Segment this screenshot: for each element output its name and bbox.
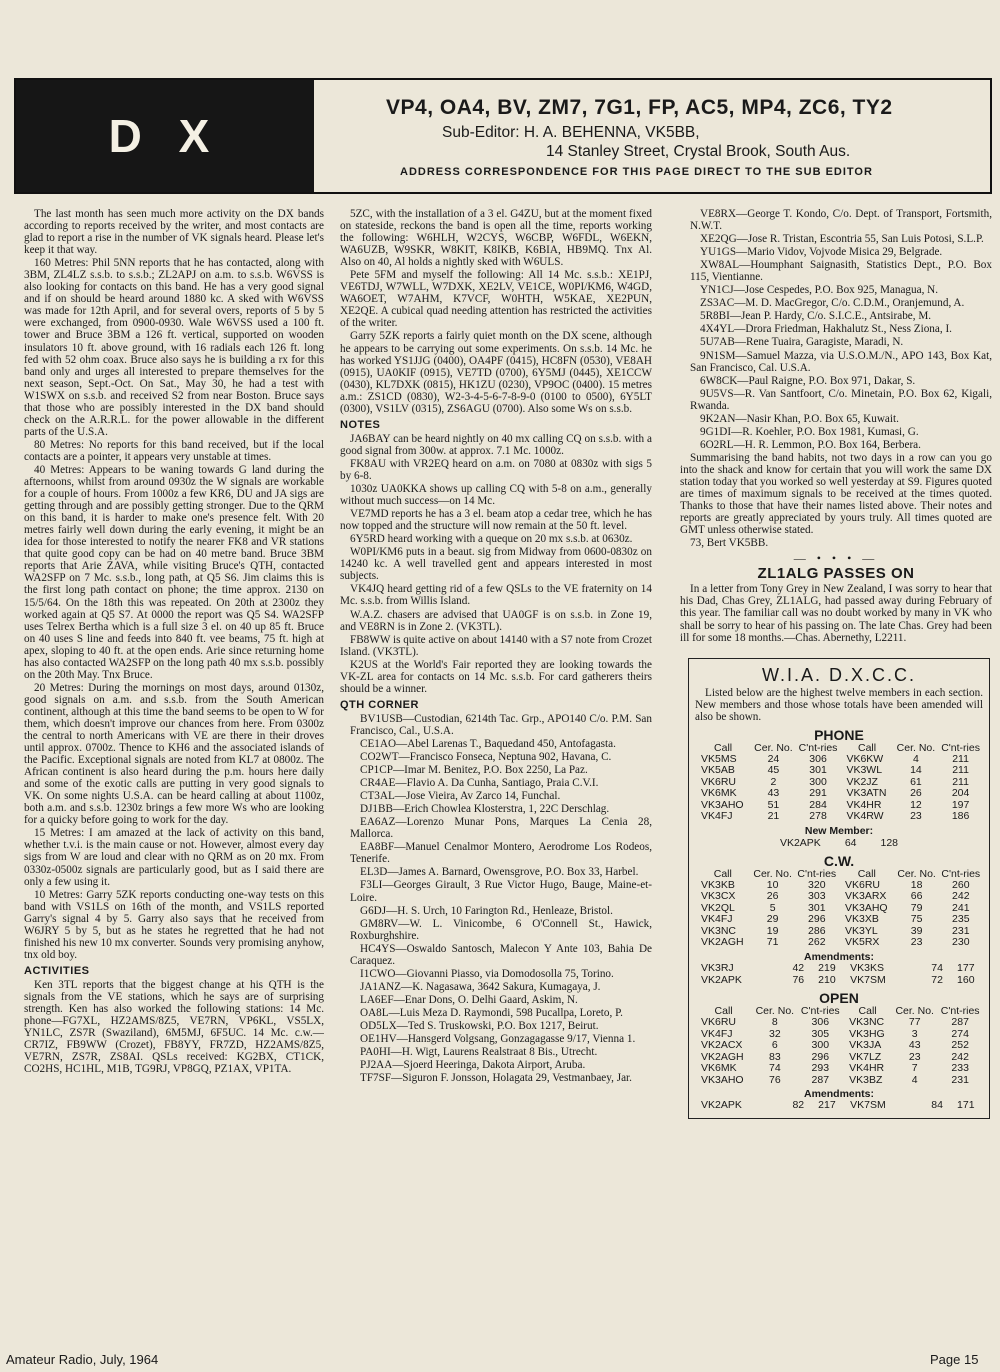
count: 303 (808, 890, 826, 903)
count: 51 (767, 798, 780, 811)
sub-editor-address: 14 Stanley Street, Crystal Brook, South Aus. (546, 143, 851, 160)
callsign: VK3YL (844, 924, 878, 937)
qth-entry: BV1USB—Custodian, 6214th Tac. Grp., APO140 C/o. P.M. San Francisco, Cal., U.S.A. (350, 712, 652, 737)
count: 291 (809, 787, 827, 800)
report-paragraph: 15 Metres: I am amazed at the lack of activity on this band, whether t.v.i. is the main cause or not. However, almost every day sigs from W are loud and clear with no QRM as on 20 mx. From 0330z-0500z signals are particularly good, but as I said there are only a few using it. (24, 827, 324, 888)
count: 219 (818, 962, 836, 975)
count: 42 (792, 962, 805, 975)
table-header-row (695, 1006, 983, 1017)
section-heading: C.W. (823, 852, 855, 869)
note-paragraph: W0PI/KM6 puts in a beaut. sig from Midway from 0600-0830z on 14240 kc. A well travelled gent and appears interested in most subjects. (340, 546, 652, 583)
count: 177 (957, 962, 975, 975)
count: 231 (951, 1073, 969, 1086)
qth-entry: F3LI—Georges Girault, 3 Rue Victor Hugo, Bauge, Maine-et-Loire. (350, 879, 652, 904)
qth-entry: GM8RV—W. L. Vinicombe, 6 O'Connell St., Hawick, Roxburghshire. (350, 917, 652, 942)
qth-entry: 4X4YL—Drora Friedman, Hakhalutz St., Ness Ziona, I. (700, 323, 952, 336)
summary-text: Summarising the band habits, not two days in a row can you go into the shack and know for certain that you will work the same DX station today that you worked so well yesterday at S9. Figures quoted are times of maximum signals to be received at the times quoted. Thanks to those that have their names listed above. Their notes and reports are greatly appreciated by yours truly. All times quoted are GMT unless otherwise stated. (680, 451, 992, 537)
callsign: VK4FJ (701, 913, 733, 926)
zl1alg-heading: ZL1ALG PASSES ON (757, 565, 915, 583)
note-paragraph: K2US at the World's Fair reported they are looking towards the VK-ZL area for contacts on 14 Mc. s.s.b. For card gatherers theirs should be a winner. (340, 658, 652, 695)
section-divider: — • • • — (793, 551, 879, 566)
count: 10 (766, 878, 779, 891)
count: 230 (952, 936, 970, 949)
amendments-label: Amendments: (803, 950, 874, 963)
report-paragraph: 160 Metres: Phil 5NN reports that he has contacted, along with 3BM, ZL4LZ s.s.b. to s.s.b.; ZL2APJ on a.m. to s.s.b. W6VSS is also looking for contacts on this band. He has a very good signal and if on should be heard around 1880 kc. A sked with W6VSS was made for 12th April, and for several overs, reports of 5 by 5 were exchanged, from 0900-0930. Wale W6VSS used a 100 ft. tower and Bruce 3BM a 126 ft. vertical, supported on wooden insulators 10 ft. above ground, with 16 radials each 126 ft. long fed with 52 ohm coax. Bruce also says he is building a rx for this band only and urges all interested to prepare themselves for the next season, Sept.-Oct. On Sat., May 30, he had a test with W1SWX on s.s.b. and received S2 from near Boston. Bruce says that those who are possibly interested in the DX band should check on the A.R.R.L. for the power allowable in the different parts of the U.S.A. (24, 257, 324, 438)
note-paragraph: VK4JQ heard getting rid of a few QSLs to the VE fraternity on 14 Mc. s.s.b. from Willis Island. (340, 583, 652, 608)
count: 84 (931, 1099, 943, 1112)
qth-entry: 5U7AB—Rene Tuaira, Garagiste, Maradi, N. (700, 336, 904, 349)
count: 3 (911, 1027, 918, 1040)
count: 242 (951, 1050, 969, 1063)
correspondence-notice: ADDRESS CORRESPONDENCE FOR THIS PAGE DIRECT TO THE SUB EDITOR (400, 166, 873, 178)
count: 293 (811, 1062, 830, 1075)
count: 301 (809, 764, 827, 777)
amendments-label: Amendments: (803, 1088, 874, 1101)
count: 231 (952, 924, 970, 937)
callsign: VK3JA (849, 1039, 882, 1052)
qth-entry: 9U5VS—R. Van Santfoort, C/o. Minetain, P.O. Box 62, Kigali, Rwanda. (690, 387, 992, 412)
qth-entry: CE1AO—Abel Larenas T., Baquedand 450, Antofagasta. (360, 737, 616, 750)
column-header: C'nt-ries (940, 1005, 980, 1018)
count: 19 (766, 924, 779, 937)
note-paragraph: W.A.Z. chasers are advised that UA0GF is on s.s.b. in Zone 19, and VE8RN is in Zone 2. (VK3TL). (340, 608, 652, 633)
count: 18 (910, 878, 923, 891)
count: 242 (952, 890, 970, 903)
count: 235 (952, 913, 970, 926)
qth-entry: JA1ANZ—K. Nagasawa, 3642 Sakura, Kumagaya, J. (360, 980, 601, 993)
qth-entry: CP1CP—Imar M. Benitez, P.O. Box 2250, La Paz. (360, 764, 588, 777)
callsign: VK3AHO (701, 798, 744, 811)
count: 233 (951, 1062, 969, 1075)
amendments-table (695, 963, 983, 986)
count: 4 (913, 752, 919, 765)
report-paragraph: 20 Metres: During the mornings on most days, around 0130z, good signals on a.m. and s.s.b. from the South American continent, although at this time the band seems to be open to W for them, which doesn't improve our chances from here. From 0300z the central to north Americans with VE are there in their droves until approx. 0700z. Thence to KH6 and the associated islands of the Pacific. Exceptional signals are noted from KL7 at 0800z. The African continent is also heard during the p.m. hours here daily and some of the exotic calls are putting in very good signals to VK. On some nights U.S.A. can be heard calling at about 1100z, both a.m. and s.s.b. 1230z brings a few more Ws who are looking for a quicky before going to work for the day. (24, 681, 324, 827)
column-header: Cer. No. (754, 741, 793, 754)
scores-table (695, 743, 983, 823)
table-row (695, 777, 983, 789)
count: 286 (808, 924, 826, 937)
column-header: C'nt-ries (941, 741, 980, 754)
qth-entry: ZS3AC—M. D. MacGregor, C/o. C.D.M., Oranjemund, A. (700, 297, 965, 310)
notes-heading: NOTES (340, 418, 381, 431)
column-header: Cer. No. (755, 1005, 795, 1018)
column-header: Call (714, 741, 733, 754)
count: 24 (767, 752, 780, 765)
count: 2 (770, 775, 777, 788)
callsign: VK4HR (846, 798, 882, 811)
count: 241 (952, 901, 970, 914)
count: 74 (931, 962, 943, 975)
count: 61 (910, 775, 922, 788)
table-row (695, 1100, 983, 1112)
qth-entry: VE8RX—George T. Kondo, C/o. Dept. of Transport, Fortsmith, N.W.T. (690, 208, 992, 233)
column-1 (24, 208, 324, 1342)
qth-entry: CO2WT—Francisco Fonseca, Neptuna 902, Havana, C. (360, 751, 612, 764)
count: 186 (951, 810, 970, 823)
qth-entry: XW8AL—Houmphant Saignasith, Statistics Dept., P.O. Box 115, Vientianne. (690, 259, 992, 284)
callsign: VK2APK (701, 1099, 742, 1112)
column-header: Call (857, 867, 876, 880)
count: 8 (771, 1016, 778, 1029)
column-header: Call (858, 741, 877, 754)
qth-entry: 6O2RL—H. R. Lemmon, P.O. Box 164, Berbera. (700, 438, 921, 451)
count: 77 (908, 1016, 921, 1029)
entry-value: VK2APK (779, 836, 821, 849)
count: 211 (952, 752, 969, 765)
zl1alg-text: In a letter from Tony Grey in New Zealand, I was sorry to hear that his Dad, Chas Grey, ZL1ALG, had passed away during February of this year. The familiar call was no doubt worked by many in VK who shall be sorry to hear of his passing on. The late Chas. Grey had been ill for some 18 months.—Chas. Abernethy, L2211. (680, 583, 992, 644)
callsign: VK3XB (844, 913, 879, 926)
callsign: VK3KB (701, 878, 735, 891)
table-row (695, 880, 983, 892)
count: 39 (910, 924, 923, 937)
count: 160 (957, 973, 975, 986)
count: 305 (811, 1027, 830, 1040)
count: 29 (766, 913, 779, 926)
qth-entry: G6DJ—H. S. Urch, 10 Farington Rd., Henleaze, Bristol. (360, 904, 613, 917)
callsign: VK7SM (850, 1099, 886, 1112)
report-paragraph: Pete 5FM and myself the following: All 14 Mc. s.s.b.: XE1PJ, VE6TDJ, W7WLL, W7DXK, XE2LV, VE1CE, W0PI/KM6, W4GD, WA6OET, W7AHM, K7VCF, W0HTH, W5KAE, XE2PUN, XE2QE. A cubical quad needing attention has restricted the activities of the writer. (340, 269, 652, 330)
callsign: VK6MK (701, 787, 737, 800)
count: 76 (792, 973, 805, 986)
count: 71 (766, 936, 779, 949)
column-header: Call (713, 867, 732, 880)
table-row (695, 800, 983, 812)
note-paragraph: VE7MD reports he has a 3 el. beam atop a cedar tree, which he has now topped and the structure will now remain at the 50 ft. level. (340, 508, 652, 533)
column-header: Cer. No. (895, 1005, 934, 1018)
wia-dxcc-box (688, 658, 990, 1119)
masthead-info (316, 80, 990, 192)
callsign: VK3HG (849, 1027, 885, 1040)
count: 278 (809, 810, 827, 823)
entry-value: 64 (844, 836, 857, 849)
callsign: VK4RW (846, 810, 884, 823)
qth-entry: EL3D—James A. Barnard, Owensgrove, P.O. Box 33, Harbel. (360, 866, 639, 879)
callsign: VK2ACX (701, 1039, 743, 1052)
qth-entry: EA8BF—Manuel Cenalmor Montero, Aerodrome Los Rodeos, Tenerife. (350, 841, 652, 866)
qth-entry: OE1HV—Hansgerd Volgsang, Gonzagagasse 9/17, Vienna 1. (360, 1033, 636, 1046)
wia-dxcc-title: W.I.A. D.X.C.C. (761, 664, 916, 685)
masthead (14, 78, 992, 194)
sub-editor: Sub-Editor: H. A. BEHENNA, VK5BB, (442, 124, 700, 141)
column-header: Cer. No. (753, 867, 792, 880)
table-row (695, 1040, 983, 1052)
count: 79 (910, 901, 923, 914)
count: 301 (808, 901, 826, 914)
count: 43 (767, 787, 780, 800)
qth-corner-heading: QTH CORNER (340, 698, 419, 711)
qth-entry: 9G1DI—R. Koehler, P.O. Box 1981, Kumasi, G. (700, 425, 919, 438)
count: 82 (792, 1099, 805, 1112)
qth-entry: DJ1BB—Erich Chowlea Klosterstra, 1, 22C Derschlag. (360, 803, 610, 816)
count: 26 (766, 890, 779, 903)
count: 260 (952, 878, 970, 891)
callsign: VK5MS (701, 752, 737, 765)
qth-list-continued (680, 208, 992, 451)
count: 21 (767, 810, 780, 823)
note-paragraph: 6Y5RD heard working with a queque on 20 mx s.s.b. at 0630z. (350, 533, 633, 546)
callsign: VK3KS (850, 962, 884, 975)
qth-list (340, 713, 652, 1084)
count: 171 (957, 1099, 975, 1112)
report-paragraph: Garry 5ZK reports a fairly quiet month on the DX scene, although he appears to be carrying out some experiments. On s.s.b. 14 Mc. he has worked YS1JJG (0400), OA4PF (0415), HC8FN (0530), VE8AH (0915), UA0KIF (0915), VE7TD (0700), 6Y5MJ (0445), XE1CCW (0430), KL7DXK (0815), HK1ZU (0230), VP9OC (0400). 15 metres a.m.: ZS1CD (0830), W2-3-4-5-6-7-8-9-0 (0100 to 0500), 6Y5LT (0300), VS1LV (0315), ZS6AGU (0700). Also some Ws on s.s.b. (340, 330, 652, 415)
table-row (695, 1075, 983, 1087)
count: 14 (910, 764, 922, 777)
count: 320 (808, 878, 826, 891)
column-header: C'nt-ries (798, 741, 838, 754)
table-row (695, 891, 983, 903)
count: 23 (908, 1050, 921, 1063)
section-heading: OPEN (819, 990, 859, 1007)
callsign: VK6RU (701, 775, 737, 788)
column-header: Call (714, 1005, 733, 1018)
section-title: D X (16, 80, 314, 192)
count: 211 (952, 764, 969, 777)
callsign: VK6RU (844, 878, 880, 891)
count: 76 (769, 1073, 781, 1086)
count: 43 (908, 1039, 921, 1052)
callsign: VK2QL (701, 901, 735, 914)
report-paragraph: 10 Metres: Garry 5ZK reports conducting one-way tests on this band with VS1LS on 16th of the month, and VS1LS reported Garry's signal 4 by 5. Garry also says that he received from W6JRY 5 by 5, but as he states he regretted that he had not finished his new 10 mx converter. Sounds very promising anyhow, tnx old boy. (24, 888, 324, 961)
new-member-label: New Member: (804, 824, 874, 837)
count: 83 (769, 1050, 781, 1063)
count: 4 (911, 1073, 918, 1086)
callsign: VK2APK (701, 973, 742, 986)
callsign: VK3AHQ (844, 901, 888, 914)
count: 197 (951, 798, 970, 811)
note-paragraph: FB8WW is quite active on about 14140 with a S7 note from Crozet Island. (VK3TL). (340, 633, 652, 658)
count: 300 (809, 775, 827, 788)
count: 262 (808, 936, 826, 949)
callsign: VK4HR (849, 1062, 885, 1075)
qth-entry: PA0HI—H. Wigt, Laurens Realstraat 8 Bis., Utrecht. (360, 1046, 598, 1059)
callsign: VK6KW (846, 752, 884, 765)
callsign: VK3ATN (846, 787, 887, 800)
count: 274 (951, 1027, 969, 1040)
activities-heading: ACTIVITIES (24, 964, 90, 977)
qth-entry: 5R8BI—Jean P. Hardy, C/o. S.I.C.E., Antsirabe, M. (700, 310, 932, 323)
count: 300 (811, 1039, 830, 1052)
column-header: Call (858, 1005, 877, 1018)
qth-entry: 9N1SM—Samuel Mazza, via U.S.O.M./N., APO 143, Box Kat, San Francisco, Cal. U.S.A. (690, 349, 992, 374)
qth-entry: TF7SF—Siguron F. Jonsson, Holagata 29, Vestmanbaey, Jar. (360, 1072, 632, 1085)
count: 210 (818, 973, 836, 986)
report-paragraph: 80 Metres: No reports for this band received, but if the local contacts are a pointer, it appears very unstable at times. (24, 438, 324, 463)
count: 74 (769, 1062, 781, 1075)
note-paragraph: 1030z UA0KKA shows up calling CQ with 5-8 on a.m., generally without much success—on 14 Mc. (340, 483, 652, 508)
wia-dxcc-intro: Listed below are the highest twelve members in each section. New members and those whose totals have been amended will also be shown. (695, 686, 983, 723)
prefix-list: VP4, OA4, BV, ZM7, 7G1, FP, AC5, MP4, ZC6, TY2 (386, 96, 893, 119)
count: 6 (771, 1039, 778, 1052)
qth-entry: LA6EF—Enar Dons, O. Delhi Gaard, Askim, N. (360, 993, 578, 1006)
count: 306 (809, 752, 827, 765)
count: 287 (951, 1016, 969, 1029)
column-2 (340, 208, 652, 1342)
callsign: VK2AGH (701, 1050, 744, 1063)
callsign: VK3RJ (701, 962, 734, 975)
callsign: VK7SM (850, 973, 886, 986)
table-row (695, 903, 983, 915)
count: 284 (809, 798, 827, 811)
report-paragraph: 40 Metres: Appears to be waning towards G land during the afternoons, whilst from around 0930z the W signals are workable for a couple of hours. From 1000z a few KR6, DU and JA sigs are getting through and are possibly getting stronger. Due to the QRM on this band, it is harder to make one's presence felt. With 20 metres fairly well down during the early evening, it might be an idea for those interested to notify the nearer FK8 and VR stations that quite good copy can be had on 40 metre band. Bruce 3BM reports that Arie ZAVA, while visiting Bruce's QTH, contacted WA2SFP on 7 Mc. s.s.b., long path, at Q5 S6. Jim claims this is the first long path contact on phone; the time approx. 2130 on 15/5/64. On the 18th this was repeated. On 20th at 2300z they worked again at Q5 S7. At 0000 the report was Q5 S4. WA2SFP uses Telrex Bertha which is a full size 3 el. on 40 up 85 ft. Bruce on 40 uses S line and feeds into 840 ft. vee beams, 75 ft. high at apex, sloping to 40 ft. at the open ends. Arie since returning home has also contacted WA2SFP on the long path 40 mx s.s.b. possibly on the 20th May. Tnx Bruce. (24, 463, 324, 681)
count: 211 (952, 775, 969, 788)
column-header: Cer. No. (897, 867, 936, 880)
count: 252 (951, 1039, 969, 1052)
qth-entry: 6W8CK—Paul Raigne, P.O. Box 971, Dakar, S. (700, 374, 916, 387)
qth-entry: CT3AL—Jose Vieira, Av Zarco 14, Funchal. (360, 790, 561, 803)
count: 296 (808, 913, 826, 926)
table-row (695, 1063, 983, 1075)
signoff: 73, Bert VK5BB. (690, 537, 769, 550)
band-reports (24, 208, 324, 961)
callsign: VK6RU (701, 1016, 737, 1029)
count: 23 (910, 810, 922, 823)
count: 26 (910, 787, 922, 800)
callsign: VK3NC (701, 924, 737, 937)
qth-entry: EA6AZ—Lorenzo Munar Pons, Marques La Cenia 28, Mallorca. (350, 816, 652, 841)
callsign: VK5AB (701, 764, 735, 777)
table-row (695, 937, 983, 949)
table-row (695, 811, 983, 823)
callsign: VK3NC (849, 1016, 885, 1029)
entry-value: 128 (880, 836, 899, 849)
callsign: VK3CX (701, 890, 736, 903)
count: 72 (931, 973, 943, 986)
table-header-row (695, 869, 983, 880)
column-header: C'nt-ries (800, 1005, 840, 1018)
callsign: VK2AGH (701, 936, 744, 949)
count: 45 (767, 764, 780, 777)
callsign: VK3AHO (701, 1073, 744, 1086)
qth-entry: 9K2AN—Nasir Khan, P.O. Box 65, Kuwait. (700, 412, 899, 425)
activities-text: Ken 3TL reports that the biggest change at his QTH is the signals from the VE stations, which he says are of surprising strength. Ken has also worked the following stations: 14 Mc. phone—FG7XL, HZ2AMS/8Z5, VE7RN, VP6KL, VS5LX, YN1LC, ZS7R (Swaziland), 6M5MJ, 6F5UC. 14 Mc. c.w.—CR7IZ, FB9WW (Crozet), FB8YY, FR7ZD, HZ2AMS/8Z5, VE7RN, ZS7R, ZS8AI. QSLs received: KG2BX, CT1CK, CO2HS, HC1HL, M1B, TG9RJ, VP8GQ, PZ1AX, VP1TA. (24, 978, 324, 1076)
report-paragraph: 5ZC, with the installation of a 3 el. G4ZU, but at the moment fixed on stateside, reckons the band is open all the time, reports working the following: W6HLH, W2CYS, W6CBP, W6FDL, W6EKN, WA6UZB, W9SKR, W8KIT, K8IKB, K6BIA, HB9MQ. Tnx Al. Also on 40, Al holds a nightly sked with W6ULS. (340, 208, 652, 269)
qth-entry: OA8L—Luis Meza D. Raymondi, 598 Pucallpa, Loreto, P. (360, 1006, 623, 1019)
count: 23 (910, 936, 923, 949)
column-header: C'nt-ries (797, 867, 837, 880)
scores-table (695, 1006, 983, 1086)
table-row (695, 963, 983, 975)
amendments-table (695, 1100, 983, 1112)
note-paragraph: FK8AU with VR2EQ heard on a.m. on 7080 at 0830z with sigs 5 by 6-8. (340, 457, 652, 482)
scores-table (695, 869, 983, 949)
table-row (695, 754, 983, 766)
table-row (695, 1052, 983, 1064)
report-paragraph: The last month has seen much more activity on the DX bands according to reports received by the writer, and most contacts are glad to report a rise in the number of VK signals heard. Please let's keep it that way. (24, 208, 324, 257)
count: 7 (911, 1062, 918, 1075)
qth-entry: YU1GS—Mario Vidov, Vojvode Misica 29, Belgrade. (700, 246, 943, 259)
column-header: Cer. No. (896, 741, 936, 754)
qth-entry: XE2QG—Jose R. Tristan, Escontria 55, San Luis Potosi, S.L.P. (700, 233, 984, 246)
qth-entry: YN1CJ—Jose Cespedes, P.O. Box 925, Managua, N. (700, 284, 939, 297)
table-row (695, 975, 983, 987)
section-heading: PHONE (814, 726, 864, 743)
count: 204 (951, 787, 970, 800)
qth-entry: I1CWO—Giovanni Piasso, via Domodosolla 75, Torino. (360, 967, 614, 980)
table-row (695, 765, 983, 777)
count: 12 (910, 798, 922, 811)
callsign: VK3WL (846, 764, 883, 777)
callsign: VK7LZ (849, 1050, 882, 1063)
table-header-row (695, 743, 983, 754)
callsign: VK4FJ (701, 1027, 733, 1040)
station-reports (340, 208, 652, 415)
count: 287 (811, 1073, 830, 1086)
count: 296 (811, 1050, 830, 1063)
count: 66 (910, 890, 923, 903)
callsign: VK3BZ (849, 1073, 883, 1086)
note-paragraph: JA6BAY can be heard nightly on 40 mx calling CQ on s.s.b. with a good signal from 300w. at approx. 7.1 Mc. 1000z. (340, 432, 652, 457)
new-member-entry (695, 837, 983, 849)
column-3 (680, 208, 992, 1342)
column-header: C'nt-ries (941, 867, 981, 880)
callsign: VK6MK (701, 1062, 737, 1075)
wia-sections (695, 726, 983, 1112)
table-row (695, 914, 983, 926)
qth-entry: OD5LX—Ted S. Truskowski, P.O. Box 1217, Beirut. (360, 1020, 599, 1032)
qth-entry: HC4YS—Oswaldo Santosch, Malecon Y Ante 103, Bahia De Caraquez. (350, 942, 652, 967)
count: 75 (910, 913, 923, 926)
count: 306 (811, 1016, 830, 1029)
qth-entry: PJ2AA—Sjoerd Heeringa, Dakota Airport, Aruba. (360, 1059, 586, 1072)
count: 5 (769, 901, 776, 914)
count: 32 (769, 1027, 781, 1040)
notes-list (340, 433, 652, 695)
qth-entry: CR4AE—Flavio A. Da Cunha, Santiago, Praia C.V.I. (360, 777, 599, 790)
footer-publication: Amateur Radio, July, 1964 (6, 1352, 159, 1367)
count: 217 (818, 1099, 836, 1112)
footer-page-number: Page 15 (930, 1352, 979, 1367)
callsign: VK4FJ (701, 810, 733, 823)
callsign: VK2JZ (846, 775, 878, 788)
callsign: VK5RX (844, 936, 880, 949)
callsign: VK3ARX (844, 890, 887, 903)
table-row (695, 1017, 983, 1029)
